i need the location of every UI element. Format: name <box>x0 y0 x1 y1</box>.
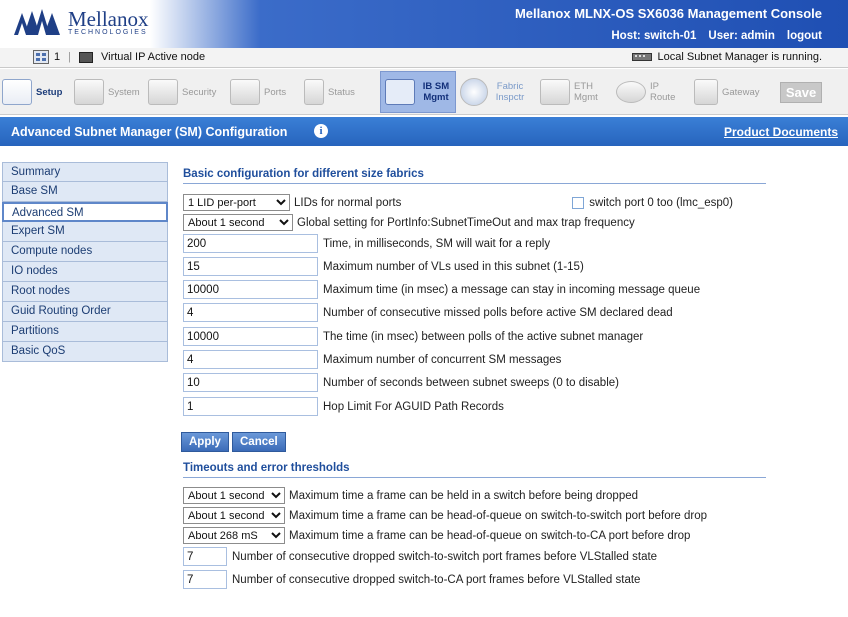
field-row <box>183 303 673 322</box>
switch-vlstalled-input[interactable] <box>183 547 227 566</box>
switch-count: 1 <box>54 51 61 63</box>
switch-port0-checkbox[interactable] <box>572 197 584 209</box>
toolbar-eth-mgmt[interactable] <box>540 72 610 112</box>
subnet-timeout-select[interactable] <box>183 214 293 231</box>
eth-grid-icon <box>540 79 570 105</box>
threshold-row <box>183 570 640 589</box>
switch-port0-group <box>572 197 733 209</box>
sidebar-item-partitions[interactable]: Partitions <box>2 322 168 342</box>
missed-polls-input[interactable] <box>183 303 318 322</box>
sidebar-item-guid-routing-order[interactable]: Guid Routing Order <box>2 302 168 322</box>
toolbar-ib-sm-mgmt[interactable] <box>380 71 456 113</box>
sidebar-item-advanced-sm[interactable]: Advanced SM <box>2 202 168 222</box>
logout-link[interactable]: logout <box>786 30 822 42</box>
timeout-row <box>183 214 635 231</box>
host-value: switch-01 <box>643 30 697 42</box>
mellanox-logo <box>12 7 148 37</box>
max-vls-label: Maximum number of VLs used in this subnet (1-15) <box>323 260 584 273</box>
switch-lifetime-select[interactable] <box>183 487 285 504</box>
toolbar-system[interactable] <box>74 72 144 112</box>
toolbar-ports-label: Ports <box>264 86 287 98</box>
main-content <box>183 168 773 586</box>
timeout-select-row <box>183 507 707 524</box>
user-value: admin <box>741 30 775 42</box>
magnifier-icon <box>460 78 488 106</box>
field-row <box>183 350 561 369</box>
sidebar-item-base-sm[interactable]: Base SM <box>2 182 168 202</box>
field-row <box>183 234 550 253</box>
sidebar-item-compute-nodes[interactable]: Compute nodes <box>2 242 168 262</box>
max-msg-queue-time-input[interactable] <box>183 280 318 299</box>
logo-name: Mellanox <box>68 6 149 31</box>
status-divider: | <box>68 51 71 63</box>
switch-vlstalled-label: Number of consecutive dropped switch-to-switch port frames before VLStalled state <box>232 550 658 563</box>
main-toolbar <box>0 69 848 115</box>
sm-reply-timeout-label: Time, in milliseconds, SM will wait for a reply <box>323 237 551 250</box>
sweep-interval-input[interactable] <box>183 373 318 392</box>
field-row <box>183 373 619 392</box>
head-of-queue-switch-select[interactable] <box>183 507 285 524</box>
toolbar-setup[interactable] <box>2 72 66 112</box>
timeout-select-row <box>183 527 690 544</box>
gateway-icon <box>694 79 718 105</box>
threshold-row <box>183 547 657 566</box>
toolbar-status-label: Status <box>328 86 355 98</box>
basic-config-heading: Basic configuration for different size fabrics <box>183 168 766 184</box>
field-row <box>183 397 504 416</box>
head-of-queue-ca-select[interactable] <box>183 527 285 544</box>
console-title: Mellanox MLNX-OS SX6036 Management Console <box>514 6 822 21</box>
max-vls-input[interactable] <box>183 257 318 276</box>
router-icon <box>616 81 646 103</box>
head-of-queue-switch-label: Maximum time a frame can be head-of-queue on switch-to-switch port before drop <box>289 509 708 522</box>
host-info <box>611 30 822 42</box>
toolbar-ip-route-label: IP Route <box>650 81 676 103</box>
field-row <box>183 257 584 276</box>
toolbar-system-label: System <box>108 86 140 98</box>
ca-vlstalled-label: Number of consecutive dropped switch-to-CA port frames before VLStalled state <box>232 573 641 586</box>
switch-lifetime-label: Maximum time a frame can be held in a switch before being dropped <box>289 489 639 502</box>
sweep-interval-label: Number of seconds between subnet sweeps (0 to disable) <box>323 376 619 389</box>
host-label: Host: <box>611 30 641 42</box>
field-row <box>183 280 700 299</box>
toolbar-fabric-label: Fabric Inspctr <box>495 81 525 103</box>
ports-icon <box>230 79 260 105</box>
page-title-bar <box>0 117 848 146</box>
logo-sub: TECHNOLOGIES <box>68 28 148 36</box>
field-row <box>183 327 643 346</box>
poll-interval-label: The time (in msec) between polls of the active subnet manager <box>323 330 644 343</box>
lid-select[interactable] <box>183 194 290 211</box>
missed-polls-label: Number of consecutive missed polls before active SM declared dead <box>323 306 673 319</box>
toolbar-ib-sm-label: IB SM Mgmt <box>422 81 450 103</box>
status-icon <box>304 79 324 105</box>
product-documents-link[interactable]: Product Documents <box>723 125 838 139</box>
lock-icon <box>148 79 178 105</box>
subnet-timeout-label: Global setting for PortInfo:SubnetTimeOut and max trap frequency <box>297 216 635 229</box>
poll-interval-input[interactable] <box>183 327 318 346</box>
ca-vlstalled-input[interactable] <box>183 570 227 589</box>
sm-status-text: Local Subnet Manager is running. <box>657 51 822 63</box>
toolbar-ip-route[interactable] <box>616 72 686 112</box>
switch-port0-label: switch port 0 too (lmc_esp0) <box>589 196 733 209</box>
sidebar-item-basic-qos[interactable]: Basic QoS <box>2 342 168 362</box>
sidebar-item-root-nodes[interactable]: Root nodes <box>2 282 168 302</box>
save-button[interactable]: Save <box>780 82 822 103</box>
toolbar-gateway-label: Gateway <box>722 86 760 98</box>
cancel-button[interactable]: Cancel <box>232 432 286 452</box>
sidebar-item-expert-sm[interactable]: Expert SM <box>2 222 168 242</box>
status-strip <box>0 48 848 68</box>
sm-status-icon <box>632 51 652 63</box>
sidebar-item-summary[interactable]: Summary <box>2 162 168 182</box>
toolbar-gateway[interactable] <box>694 72 770 112</box>
toolbar-ports[interactable] <box>230 72 294 112</box>
toolbar-security-label: Security <box>182 86 217 98</box>
timeouts-heading: Timeouts and error thresholds <box>183 462 766 478</box>
info-icon[interactable]: i <box>314 124 328 138</box>
page-title: Advanced Subnet Manager (SM) Configuration <box>11 125 288 139</box>
switch-icon <box>33 50 49 64</box>
toolbar-setup-label: Setup <box>36 86 63 98</box>
sm-reply-timeout-input[interactable] <box>183 234 318 253</box>
max-concurrent-msgs-input[interactable] <box>183 350 318 369</box>
toolbar-eth-label: ETH Mgmt <box>574 81 598 103</box>
toolbar-security[interactable] <box>148 72 222 112</box>
max-concurrent-msgs-label: Maximum number of concurrent SM messages <box>323 353 562 366</box>
mellanox-logo-icon <box>12 7 64 37</box>
timeout-select-row <box>183 487 638 504</box>
toolbar-status[interactable] <box>304 72 374 112</box>
lid-label: LIDs for normal ports <box>294 196 402 209</box>
system-icon <box>74 79 104 105</box>
lid-row <box>183 194 766 211</box>
user-label: User: <box>708 30 738 42</box>
vip-monitor-icon <box>79 52 93 63</box>
setup-icon <box>2 79 32 105</box>
vip-status: Virtual IP Active node <box>100 51 206 63</box>
head-of-queue-ca-label: Maximum time a frame can be head-of-queue on switch-to-CA port before drop <box>289 529 691 542</box>
sidebar-nav <box>2 162 168 362</box>
sidebar-item-io-nodes[interactable]: IO nodes <box>2 262 168 282</box>
toolbar-fabric-inspector[interactable] <box>460 72 536 112</box>
app-header <box>0 0 848 48</box>
ib-sm-grid-icon <box>385 79 415 105</box>
apply-button[interactable]: Apply <box>181 432 229 452</box>
hop-limit-input[interactable] <box>183 397 318 416</box>
hop-limit-label: Hop Limit For AGUID Path Records <box>323 400 504 413</box>
max-msg-queue-time-label: Maximum time (in msec) a message can stay in incoming message queue <box>323 283 701 296</box>
